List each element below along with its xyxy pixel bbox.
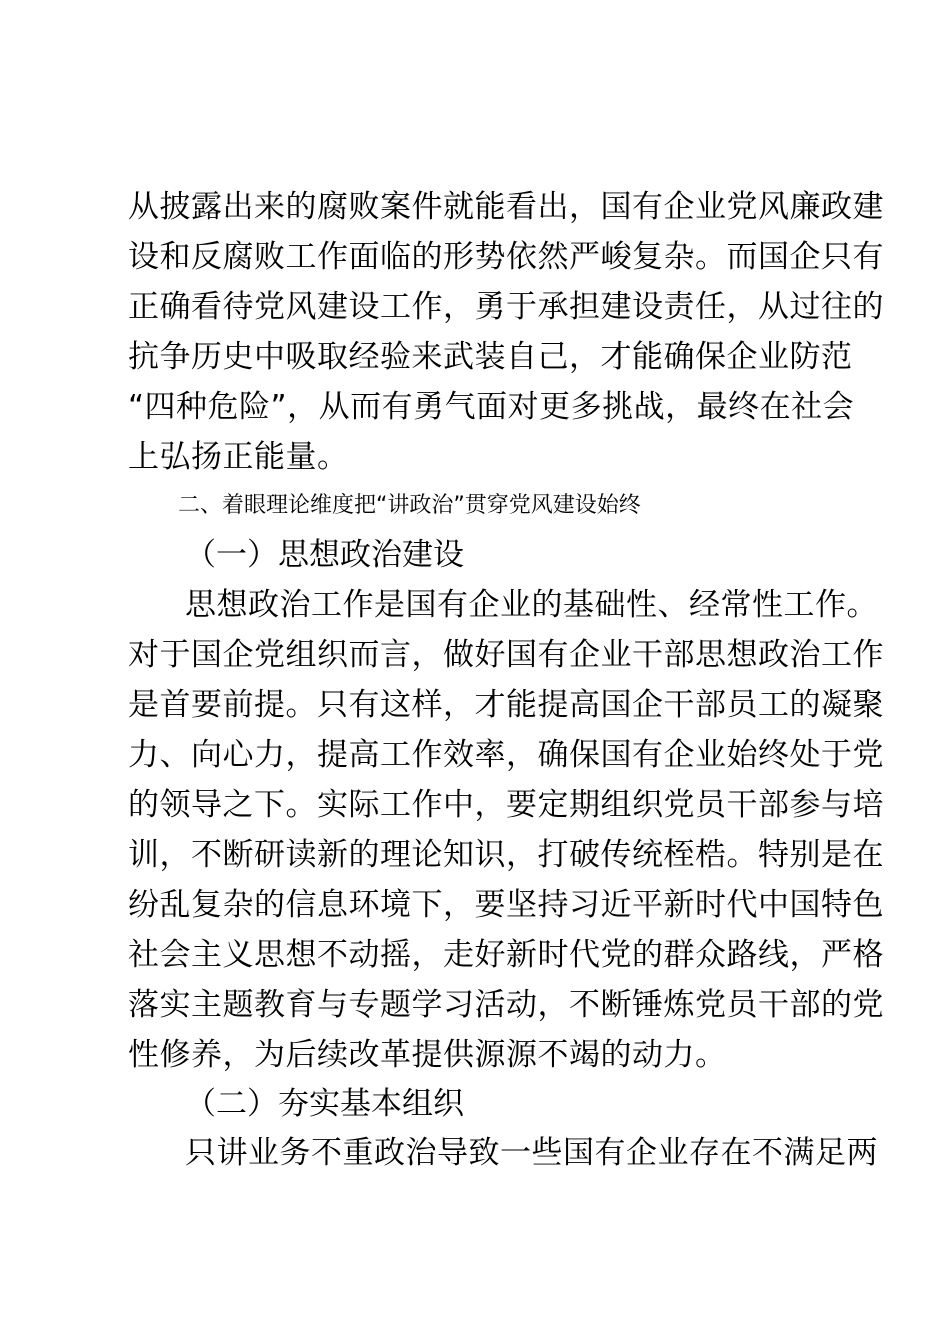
paragraph-line: 正确看待党风建设工作，勇于承担建设责任，从过往的	[128, 289, 884, 325]
paragraph-line: 对于国企党组织而言，做好国有企业干部思想政治工作	[128, 637, 884, 673]
subsection-heading: （一）思想政治建设	[185, 537, 464, 573]
paragraph-line: 上弘扬正能量。	[128, 439, 349, 475]
paragraph-line: 社会主义思想不动摇，走好新时代党的群众路线，严格	[128, 937, 884, 973]
paragraph-line: 性修养，为后续改革提供源源不竭的动力。	[128, 1037, 727, 1073]
paragraph-line: “四种危险”，从而有勇气面对更多挑战，最终在社会	[128, 389, 855, 425]
subsection-heading: （二）夯实基本组织	[185, 1086, 464, 1122]
paragraph-line: 纷乱复杂的信息环境下，要坚持习近平新时代中国特色	[128, 887, 884, 923]
paragraph-line: 的领导之下。实际工作中，要定期组织党员干部参与培	[128, 787, 884, 823]
paragraph-line: 抗争历史中吸取经验来武装自己，才能确保企业防范	[128, 339, 853, 375]
paragraph-line: 是首要前提。只有这样，才能提高国企干部员工的凝聚	[128, 687, 884, 723]
paragraph-line: 思想政治工作是国有企业的基础性、经常性工作。	[185, 587, 878, 623]
section-heading: 二、着眼理论维度把“讲政治”贯穿党风建设始终	[178, 493, 641, 518]
paragraph-line: 落实主题教育与专题学习活动，不断锤炼党员干部的党	[128, 987, 884, 1023]
paragraph-line: 设和反腐败工作面临的形势依然严峻复杂。而国企只有	[128, 239, 884, 275]
paragraph-line: 力、向心力，提高工作效率，确保国有企业始终处于党	[128, 737, 884, 773]
paragraph-line: 训，不断研读新的理论知识，打破传统桎梏。特别是在	[128, 837, 884, 873]
paragraph-line: 只讲业务不重政治导致一些国有企业存在不满足两	[185, 1135, 878, 1171]
paragraph-line: 从披露出来的腐败案件就能看出，国有企业党风廉政建	[128, 189, 884, 225]
